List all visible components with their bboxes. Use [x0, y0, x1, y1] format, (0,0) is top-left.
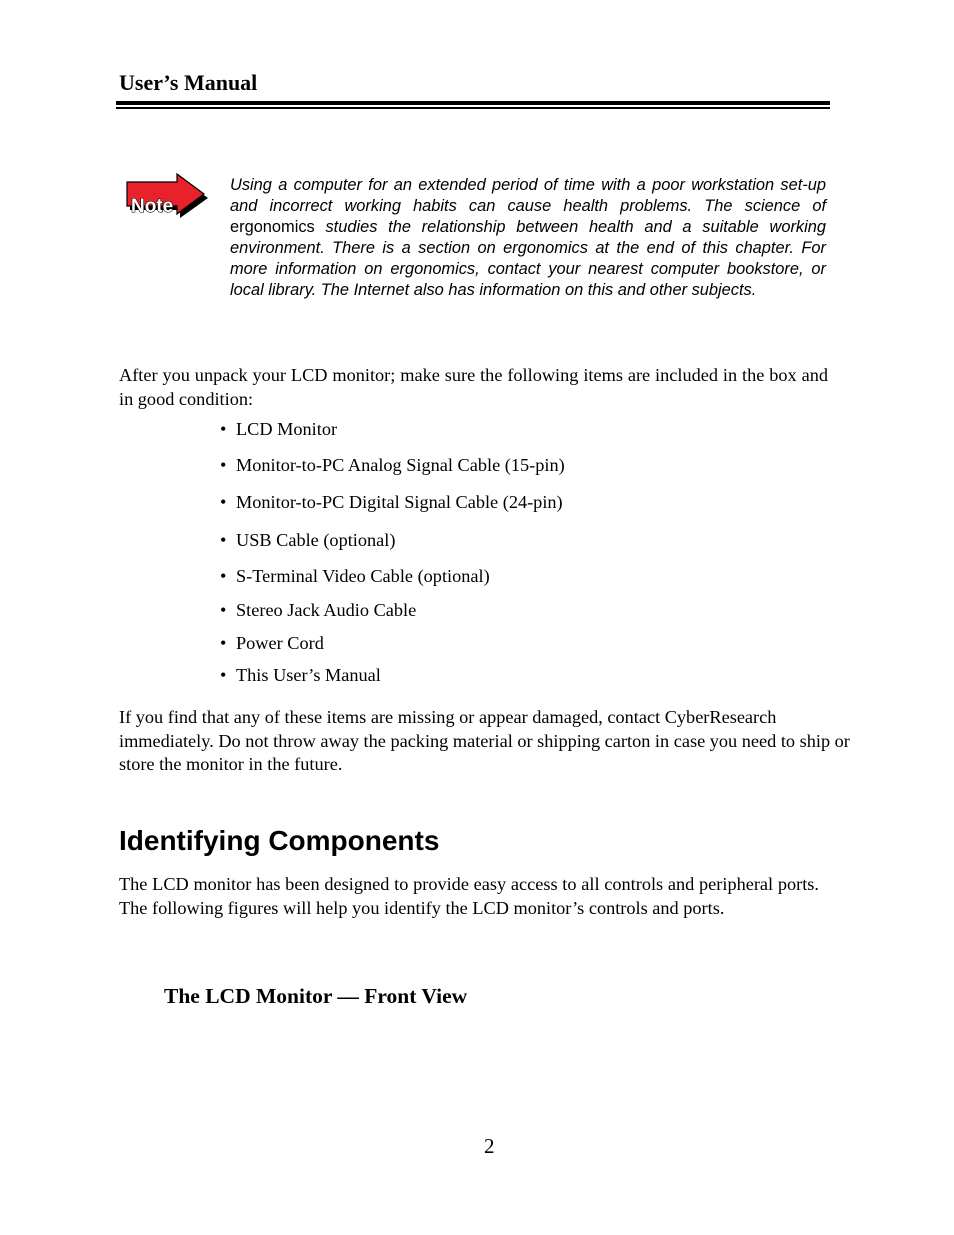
intro-paragraph: After you unpack your LCD monitor; make sure the following items are included in the box and in good condition: [119, 365, 828, 409]
note-text [230, 175, 826, 302]
section-title: Identifying Components [119, 825, 440, 856]
list-item: • Power Cord [220, 633, 324, 654]
subsection-title: The LCD Monitor — Front View [164, 984, 468, 1008]
missing-items-paragraph: If you find that any of these items are missing or appear damaged, contact CyberResearch immediately. Do not throw away the packing material or shipping carton in case you need to ship or store the monitor in the future. [119, 707, 850, 774]
list-item: • This User’s Manual [220, 665, 381, 686]
list-item: • S-Terminal Video Cable (optional) [220, 566, 490, 587]
note-text-before: Using a computer for an extended period of time with a poor workstation set-up and incorrect working habits can cause health problems. The science of [230, 176, 826, 216]
note-arrow-icon [124, 172, 210, 222]
header-rule-thin [116, 107, 830, 109]
header-rule-thick [116, 101, 830, 105]
running-header: User’s Manual [119, 70, 258, 95]
list-item: • Monitor-to-PC Analog Signal Cable (15-pin) [220, 455, 565, 476]
list-item: • USB Cable (optional) [220, 530, 395, 551]
note-text-after: studies the relationship between health and a suitable working environment. There is a section on ergonomics at the end of this chapter. For more information on ergonomics, contact your nearest computer bookstore, or local library. The Internet also has information on this and other subjects. [230, 218, 826, 300]
list-item: • LCD Monitor [220, 419, 337, 440]
list-item: • Monitor-to-PC Digital Signal Cable (24-pin) [220, 492, 563, 513]
section-body: The LCD monitor has been designed to provide easy access to all controls and peripheral ports. The following figures will help you identify the LCD monitor’s controls and ports. [119, 874, 819, 918]
note-term: ergonomics [230, 218, 315, 237]
list-item: • Stereo Jack Audio Cable [220, 600, 416, 621]
note-icon-label: Note [131, 196, 174, 217]
page-number: 2 [484, 1134, 495, 1158]
